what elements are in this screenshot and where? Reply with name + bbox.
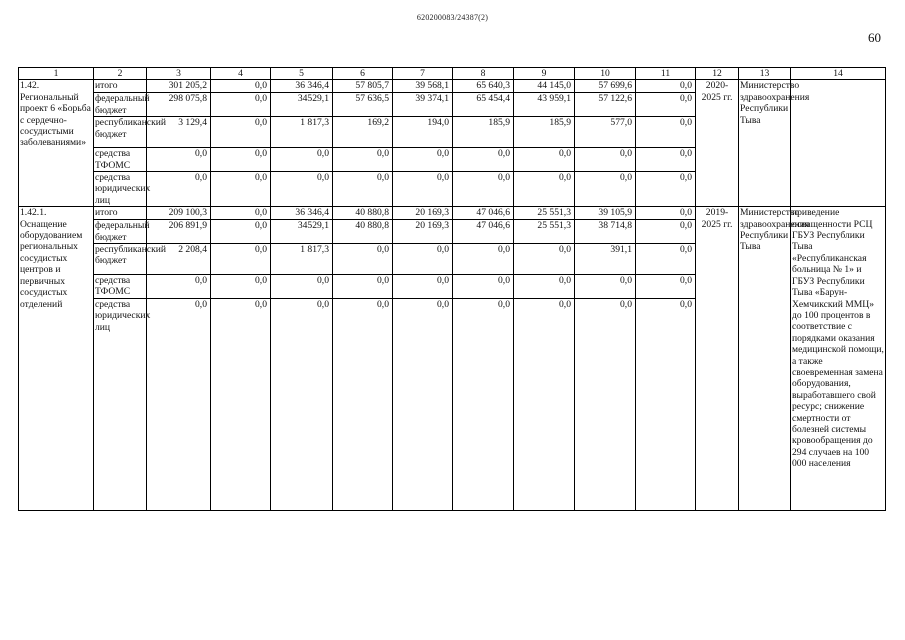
funding-source: федеральный бюджет (95, 93, 150, 116)
activity-name: 1.42.1. Оснащение оборудованием региональных сосудистых центров и первичных сосудистых отделений (19, 207, 94, 511)
amount-cell: 57 122,6 (575, 93, 636, 117)
column-number: 10 (575, 68, 636, 80)
column-number: 6 (333, 68, 393, 80)
amount-cell: 169,2 (333, 117, 393, 148)
amount-cell: 0,0 (575, 172, 636, 207)
amount-cell: 0,0 (333, 298, 393, 510)
amount-cell: 39 568,1 (393, 80, 453, 93)
amount-cell: 0,0 (333, 275, 393, 299)
amount-cell: 185,9 (514, 117, 575, 148)
amount-cell: 3 129,4 (147, 117, 211, 148)
column-number: 12 (696, 68, 739, 80)
amount-cell: 25 551,3 (514, 207, 575, 220)
amount-cell: 0,0 (393, 148, 453, 172)
amount-cell: 0,0 (333, 172, 393, 207)
amount-cell: 0,0 (271, 172, 333, 207)
budget-table (18, 67, 886, 511)
amount-cell: 0,0 (514, 298, 575, 510)
amount-cell: 0,0 (271, 148, 333, 172)
column-number: 7 (393, 68, 453, 80)
amount-cell: 0,0 (393, 298, 453, 510)
amount-cell: 391,1 (575, 244, 636, 275)
amount-cell: 0,0 (393, 244, 453, 275)
amount-cell: 0,0 (211, 148, 271, 172)
amount-cell: 0,0 (514, 172, 575, 207)
amount-cell: 301 205,2 (147, 80, 211, 93)
amount-cell: 40 880,8 (333, 207, 393, 220)
amount-cell: 0,0 (636, 220, 696, 244)
amount-cell: 0,0 (636, 244, 696, 275)
amount-cell: 0,0 (453, 244, 514, 275)
amount-cell: 2 208,4 (147, 244, 211, 275)
period: 2020-2025 гг. (696, 80, 739, 207)
amount-cell: 209 100,3 (147, 207, 211, 220)
column-number: 13 (739, 68, 791, 80)
amount-cell: 34529,1 (271, 93, 333, 117)
amount-cell: 57 805,7 (333, 80, 393, 93)
period: 2019-2025 гг. (696, 207, 739, 511)
amount-cell: 0,0 (211, 275, 271, 299)
document-code: 620200083/24387(2) (416, 13, 489, 22)
amount-cell: 0,0 (636, 93, 696, 117)
column-number: 4 (211, 68, 271, 80)
amount-cell: 47 046,6 (453, 220, 514, 244)
amount-cell: 0,0 (453, 148, 514, 172)
column-number: 14 (791, 68, 886, 80)
amount-cell: 44 145,0 (514, 80, 575, 93)
amount-cell: 0,0 (514, 244, 575, 275)
amount-cell: 0,0 (271, 275, 333, 299)
amount-cell: 36 346,4 (271, 207, 333, 220)
amount-cell: 0,0 (575, 298, 636, 510)
executor: Министерство здравоохранения Республики Тыва (739, 80, 791, 207)
amount-cell: 0,0 (211, 93, 271, 117)
column-number: 5 (271, 68, 333, 80)
amount-cell: 39 105,9 (575, 207, 636, 220)
amount-cell: 0,0 (453, 298, 514, 510)
column-number: 3 (147, 68, 211, 80)
amount-cell: 0,0 (147, 275, 211, 299)
amount-cell: 34529,1 (271, 220, 333, 244)
expected-result: приведение оснащенности РСЦ ГБУЗ Республики Тыва «Республиканская больница № 1» и ГБУЗ Республики Тыва «Барун-Хемчикский ММЦ» до 100 процентов в соответствие с порядками оказания медицинской помощи, а также своевременная замена оборудования, выработавшего свой ресурс; снижение смертности от болезней системы кровообращения до 294 случаев на 100 000 населения (791, 207, 886, 511)
amount-cell: 194,0 (393, 117, 453, 148)
amount-cell: 0,0 (636, 298, 696, 510)
amount-cell: 0,0 (636, 148, 696, 172)
funding-source: федеральный бюджет (95, 220, 150, 243)
amount-cell: 0,0 (575, 148, 636, 172)
funding-source: итого (94, 207, 147, 220)
amount-cell: 0,0 (393, 275, 453, 299)
amount-cell: 65 454,4 (453, 93, 514, 117)
amount-cell: 57 636,5 (333, 93, 393, 117)
amount-cell: 0,0 (636, 275, 696, 299)
amount-cell: 40 880,8 (333, 220, 393, 244)
page-number: 60 (868, 30, 881, 45)
amount-cell: 0,0 (211, 207, 271, 220)
activity-name: 1.42. Региональный проект 6 «Борьба с сердечно-сосудистыми заболеваниями» (19, 80, 94, 207)
amount-cell: 0,0 (393, 172, 453, 207)
amount-cell: 0,0 (333, 148, 393, 172)
amount-cell: 206 891,9 (147, 220, 211, 244)
amount-cell: 0,0 (211, 298, 271, 510)
amount-cell: 0,0 (211, 80, 271, 93)
amount-cell: 0,0 (211, 172, 271, 207)
amount-cell: 0,0 (211, 244, 271, 275)
table-row (19, 207, 886, 220)
column-number: 2 (94, 68, 147, 80)
amount-cell: 185,9 (453, 117, 514, 148)
funding-source: средства ТФОМС (94, 275, 147, 299)
amount-cell: 298 075,8 (147, 93, 211, 117)
amount-cell: 0,0 (147, 298, 211, 510)
column-number: 11 (636, 68, 696, 80)
funding-source: республиканский бюджет (94, 117, 147, 148)
amount-cell: 0,0 (514, 275, 575, 299)
amount-cell: 57 699,6 (575, 80, 636, 93)
amount-cell: 65 640,3 (453, 80, 514, 93)
executor: Министерство здравоохранения Республики Тыва (739, 207, 791, 511)
amount-cell: 20 169,3 (393, 220, 453, 244)
funding-source: средства юридических лиц (95, 172, 151, 206)
funding-source: итого (94, 80, 147, 93)
amount-cell: 0,0 (211, 220, 271, 244)
table-row (19, 80, 886, 93)
amount-cell: 39 374,1 (393, 93, 453, 117)
amount-cell: 20 169,3 (393, 207, 453, 220)
amount-cell: 577,0 (575, 117, 636, 148)
amount-cell: 0,0 (271, 298, 333, 510)
amount-cell: 0,0 (453, 172, 514, 207)
amount-cell: 1 817,3 (271, 244, 333, 275)
funding-source: республиканский бюджет (94, 244, 147, 275)
amount-cell: 38 714,8 (575, 220, 636, 244)
amount-cell: 0,0 (636, 117, 696, 148)
column-number: 1 (19, 68, 94, 80)
table-body (19, 68, 886, 511)
column-number: 9 (514, 68, 575, 80)
funding-source: средства ТФОМС (94, 148, 147, 172)
amount-cell: 0,0 (636, 172, 696, 207)
amount-cell: 0,0 (575, 275, 636, 299)
amount-cell: 43 959,1 (514, 93, 575, 117)
amount-cell: 0,0 (147, 172, 211, 207)
amount-cell: 0,0 (636, 80, 696, 93)
amount-cell: 1 817,3 (271, 117, 333, 148)
amount-cell: 0,0 (514, 148, 575, 172)
header-row (19, 68, 886, 80)
column-number: 8 (453, 68, 514, 80)
amount-cell: 36 346,4 (271, 80, 333, 93)
funding-source: средства юридических лиц (94, 298, 147, 510)
amount-cell: 0,0 (211, 117, 271, 148)
amount-cell: 0,0 (636, 207, 696, 220)
amount-cell: 25 551,3 (514, 220, 575, 244)
amount-cell: 47 046,6 (453, 207, 514, 220)
amount-cell: 0,0 (333, 244, 393, 275)
amount-cell: 0,0 (147, 148, 211, 172)
amount-cell: 0,0 (453, 275, 514, 299)
